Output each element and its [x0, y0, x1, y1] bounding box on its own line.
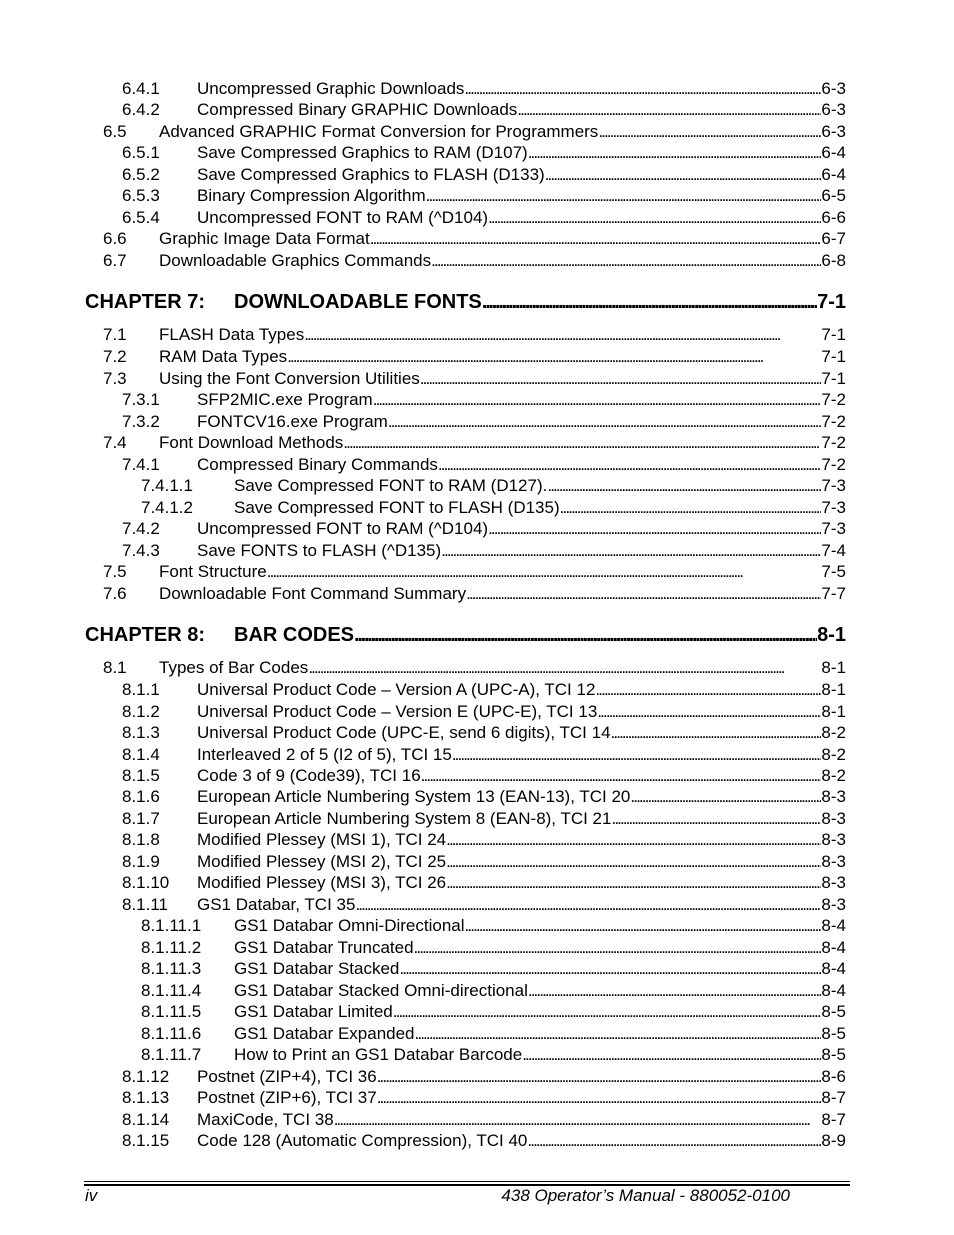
dot-leader — [452, 744, 822, 766]
dot-leader — [611, 722, 822, 744]
dot-leader — [438, 454, 822, 476]
toc-entry-title: Using the Font Conversion Utilities — [159, 369, 420, 388]
dot-leader — [334, 1109, 822, 1131]
toc-entry-page: 8-3 — [821, 873, 846, 892]
toc-entry[interactable] — [0, 980, 846, 1002]
toc-entry[interactable] — [0, 250, 846, 272]
toc-entry[interactable] — [0, 679, 846, 701]
toc-entry-number: 8.1.11.6 — [141, 1024, 202, 1043]
toc-entry-title: MaxiCode, TCI 38 — [197, 1110, 334, 1129]
toc-entry-number: 8.1.3 — [122, 723, 160, 742]
toc-entry-page: 8-3 — [821, 895, 846, 914]
dot-leader — [399, 958, 821, 980]
toc-entry-title: GS1 Databar, TCI 35 — [197, 895, 356, 914]
toc-entry-title: Save FONTS to FLASH (^D135) — [197, 541, 442, 560]
dot-leader — [446, 851, 821, 873]
toc-entry-title: How to Print an GS1 Databar Barcode — [234, 1045, 523, 1064]
toc-entry-title: Postnet (ZIP+4), TCI 36 — [197, 1067, 377, 1086]
toc-entry-number: 8.1.13 — [122, 1088, 170, 1107]
toc-entry-title: Save Compressed Graphics to FLASH (D133) — [197, 165, 545, 184]
toc-chapter-entry[interactable] — [0, 621, 846, 649]
toc-entry[interactable] — [0, 722, 846, 744]
toc-entry-number: 7.4.1.2 — [141, 498, 193, 517]
toc-entry-title: European Article Numbering System 13 (EAN-13), TCI 20 — [197, 787, 631, 806]
dot-leader — [287, 346, 821, 368]
toc-entry[interactable] — [0, 1130, 846, 1152]
dot-leader — [308, 657, 821, 679]
toc-entry-number: 8.1.11.7 — [141, 1045, 202, 1064]
toc-entry[interactable] — [0, 518, 846, 540]
dot-leader — [517, 99, 821, 121]
toc-entry-page: 6-8 — [821, 251, 846, 270]
toc-entry-number: 8.1.10 — [122, 873, 170, 892]
toc-entry-number: 8.1.6 — [122, 787, 160, 806]
toc-entry[interactable] — [0, 872, 846, 894]
toc-entry[interactable] — [0, 540, 846, 562]
toc-entry-title: GS1 Databar Expanded — [234, 1024, 415, 1043]
toc-entry-page: 7-1 — [821, 369, 846, 388]
toc-entry[interactable] — [0, 389, 846, 411]
toc-entry[interactable] — [0, 324, 846, 346]
dot-leader — [595, 679, 821, 701]
toc-entry-page: 8-1 — [821, 702, 846, 721]
dot-leader — [370, 228, 822, 250]
toc-entry-page: 7-7 — [821, 584, 846, 603]
toc-entry-title: BAR CODES — [234, 621, 354, 649]
toc-entry[interactable] — [0, 142, 846, 164]
toc-entry-page: 7-3 — [821, 498, 846, 517]
toc-entry-page: 6-5 — [821, 186, 846, 205]
dot-leader — [415, 1023, 822, 1045]
toc-entry-title: Modified Plessey (MSI 2), TCI 25 — [197, 852, 447, 871]
toc-entry-number: 8.1.11 — [122, 895, 169, 914]
toc-entry[interactable] — [0, 1066, 846, 1088]
toc-chapter-entry[interactable] — [0, 288, 846, 316]
dot-leader — [388, 411, 822, 433]
toc-entry[interactable] — [0, 497, 846, 519]
toc-entry-number: 8.1.1 — [122, 680, 160, 699]
footer-page-number: iv — [85, 1186, 98, 1205]
toc-entry-page: 8-5 — [821, 1024, 846, 1043]
toc-entry-page: 8-4 — [821, 938, 846, 957]
toc-entry-number: 8.1.9 — [122, 852, 160, 871]
toc-entry-page: 8-4 — [821, 981, 846, 1000]
toc-entry-title: FONTCV16.exe Program — [197, 412, 388, 431]
toc-entry-page: 6-3 — [821, 122, 846, 141]
footer-rule — [84, 1181, 850, 1182]
toc-entry-title: GS1 Databar Limited — [234, 1002, 393, 1021]
toc-entry-page: 8-3 — [821, 787, 846, 806]
toc-entry-number: 8.1.11.3 — [141, 959, 202, 978]
toc-entry[interactable] — [0, 786, 846, 808]
toc-entry[interactable] — [0, 915, 846, 937]
toc-entry-number: 7.4.2 — [122, 519, 160, 538]
toc-entry-page: 8-9 — [821, 1131, 846, 1150]
toc-entry[interactable] — [0, 808, 846, 830]
toc-entry[interactable] — [0, 432, 846, 454]
dot-leader — [611, 808, 821, 830]
toc-entry-page: 8-4 — [821, 916, 846, 935]
toc-entry-page: 8-4 — [821, 959, 846, 978]
toc-entry-number: 6.5 — [103, 122, 127, 141]
toc-entry-title: Binary Compression Algorithm — [197, 186, 426, 205]
toc-entry-number: 8.1.15 — [122, 1131, 170, 1150]
toc-entry-page: 8-6 — [821, 1067, 846, 1086]
toc-entry-title: GS1 Databar Stacked — [234, 959, 400, 978]
dot-leader — [488, 207, 821, 229]
footer-manual-title: 438 Operator’s Manual - 880052-0100 — [501, 1186, 790, 1205]
toc-entry-number: 7.4.1 — [122, 455, 160, 474]
toc-entry-number: 6.4.2 — [122, 100, 160, 119]
toc-entry-page: 8-3 — [821, 830, 846, 849]
toc-entry[interactable] — [0, 701, 846, 723]
dot-leader — [528, 142, 822, 164]
toc-entry-number: 6.4.1 — [122, 79, 160, 98]
toc-entry-title: Interleaved 2 of 5 (I2 of 5), TCI 15 — [197, 745, 452, 764]
toc-entry-page: 7-1 — [821, 347, 846, 366]
dot-leader — [355, 894, 821, 916]
toc-entry-number: 8.1.14 — [122, 1110, 170, 1129]
toc-entry-page: 7-2 — [821, 390, 846, 409]
toc-entry-number: 7.4.3 — [122, 541, 160, 560]
toc-entry[interactable] — [0, 475, 846, 497]
toc-entry-page: 6-3 — [821, 79, 846, 98]
dot-leader — [420, 368, 822, 390]
dot-leader — [304, 324, 821, 346]
dot-leader — [547, 475, 821, 497]
toc-entry-page: 6-7 — [821, 229, 846, 248]
dot-leader — [527, 1130, 821, 1152]
toc-entry-number: CHAPTER 8: — [85, 624, 206, 646]
toc-entry-number: 7.4 — [103, 433, 127, 452]
toc-entry[interactable] — [0, 368, 846, 390]
toc-entry-number: 6.7 — [103, 251, 127, 270]
toc-entry[interactable] — [0, 851, 846, 873]
toc-entry-number: CHAPTER 7: — [85, 291, 206, 313]
toc-entry[interactable] — [0, 185, 846, 207]
toc-entry-number: 6.5.1 — [122, 143, 160, 162]
toc-entry-page: 8-5 — [821, 1045, 846, 1064]
toc-entry-title: Save Compressed FONT to RAM (D127). — [234, 476, 548, 495]
dot-leader — [414, 937, 822, 959]
toc-entry-title: Types of Bar Codes — [159, 658, 309, 677]
toc-entry-title: SFP2MIC.exe Program — [197, 390, 373, 409]
toc-entry-page: 8-1 — [821, 680, 846, 699]
toc-entry-title: Code 3 of 9 (Code39), TCI 16 — [197, 766, 421, 785]
toc-entry-title: RAM Data Types — [159, 347, 288, 366]
toc-entry[interactable] — [0, 121, 846, 143]
dot-leader — [466, 583, 821, 605]
toc-entry-title: Modified Plessey (MSI 3), TCI 26 — [197, 873, 447, 892]
toc-entry-page: 8-1 — [821, 658, 846, 677]
toc-entry-page: 7-2 — [821, 455, 846, 474]
dot-leader — [465, 915, 822, 937]
toc-entry-page: 7-1 — [821, 325, 846, 344]
toc-entry-number: 7.3.1 — [122, 390, 160, 409]
dot-leader — [597, 701, 821, 723]
toc-entry-page: 8-7 — [821, 1110, 846, 1129]
toc-entry-number: 8.1 — [103, 658, 127, 677]
toc-entry[interactable] — [0, 765, 846, 787]
toc-entry-title: Modified Plessey (MSI 1), TCI 24 — [197, 830, 447, 849]
toc-entry-page: 6-4 — [821, 165, 846, 184]
toc-entry-number: 7.1 — [103, 325, 127, 344]
dot-leader — [528, 980, 822, 1002]
toc-entry[interactable] — [0, 958, 846, 980]
dot-leader — [421, 765, 822, 787]
toc-entry[interactable] — [0, 1109, 846, 1131]
toc-entry[interactable] — [0, 454, 846, 476]
toc-entry-number: 7.3.2 — [122, 412, 160, 431]
toc-entry-title: Code 128 (Automatic Compression), TCI 40 — [197, 1131, 528, 1150]
toc-entry-page: 7-4 — [821, 541, 846, 560]
toc-entry-number: 7.3 — [103, 369, 127, 388]
toc-entry-title: European Article Numbering System 8 (EAN-8), TCI 21 — [197, 809, 612, 828]
toc-entry[interactable] — [0, 207, 846, 229]
toc-entry-title: Downloadable Graphics Commands — [159, 251, 432, 270]
toc-entry[interactable] — [0, 561, 846, 583]
toc-entry-title: Uncompressed FONT to RAM (^D104) — [197, 519, 489, 538]
toc-entry-number: 6.5.4 — [122, 208, 160, 227]
dot-leader — [598, 121, 821, 143]
toc-entry-title: Compressed Binary GRAPHIC Downloads — [197, 100, 518, 119]
dot-leader — [354, 621, 817, 649]
toc-entry-title: GS1 Databar Truncated — [234, 938, 414, 957]
toc-entry-title: Font Download Methods — [159, 433, 344, 452]
toc-entry-title: Universal Product Code – Version E (UPC-E), TCI 13 — [197, 702, 598, 721]
toc-entry-number: 6.5.3 — [122, 186, 160, 205]
dot-leader — [488, 518, 821, 540]
toc-entry[interactable] — [0, 164, 846, 186]
toc-entry-page: 7-5 — [821, 562, 846, 581]
toc-entry-page: 6-4 — [821, 143, 846, 162]
toc-entry[interactable] — [0, 1001, 846, 1023]
toc-entry-page: 7-2 — [821, 412, 846, 431]
toc-entry[interactable] — [0, 583, 846, 605]
toc-entry[interactable] — [0, 99, 846, 121]
toc-entry-page: 8-2 — [821, 766, 846, 785]
toc-entry-page: 8-3 — [821, 852, 846, 871]
toc-entry[interactable] — [0, 744, 846, 766]
toc-entry-title: Postnet (ZIP+6), TCI 37 — [197, 1088, 377, 1107]
toc-entry-title: DOWNLOADABLE FONTS — [234, 288, 482, 316]
toc-entry-number: 7.6 — [103, 584, 127, 603]
toc-entry-number: 8.1.11.5 — [141, 1002, 202, 1021]
toc-entry[interactable] — [0, 1023, 846, 1045]
toc-entry[interactable] — [0, 346, 846, 368]
toc-entry-title: FLASH Data Types — [159, 325, 305, 344]
toc-entry[interactable] — [0, 1087, 846, 1109]
toc-entry-title: Graphic Image Data Format — [159, 229, 370, 248]
dot-leader — [522, 1044, 821, 1066]
dot-leader — [267, 561, 822, 583]
dot-leader — [560, 497, 822, 519]
toc-entry-title: Uncompressed Graphic Downloads — [197, 79, 465, 98]
dot-leader — [377, 1066, 822, 1088]
dot-leader — [441, 540, 821, 562]
toc-entry-number: 8.1.11.4 — [141, 981, 202, 1000]
toc-entry-page: 8-5 — [821, 1002, 846, 1021]
toc-entry-number: 8.1.2 — [122, 702, 160, 721]
toc-entry-page: 6-3 — [821, 100, 846, 119]
toc-entry-title: Save Compressed Graphics to RAM (D107) — [197, 143, 528, 162]
toc-entry[interactable] — [0, 894, 846, 916]
toc-entry-page: 7-1 — [817, 291, 846, 313]
dot-leader — [545, 164, 822, 186]
dot-leader — [377, 1087, 822, 1109]
toc-entry-title: GS1 Databar Omni-Directional — [234, 916, 465, 935]
toc-entry-number: 8.1.11.2 — [141, 938, 202, 957]
dot-leader — [393, 1001, 822, 1023]
toc-entry-title: Downloadable Font Command Summary — [159, 584, 467, 603]
toc-entry-page: 6-6 — [821, 208, 846, 227]
toc-entry-title: Universal Product Code – Version A (UPC-A), TCI 12 — [197, 680, 596, 699]
dot-leader — [426, 185, 822, 207]
toc-entry-title: Universal Product Code (UPC-E, send 6 digits), TCI 14 — [197, 723, 611, 742]
toc-entry[interactable] — [0, 937, 846, 959]
toc-entry[interactable] — [0, 829, 846, 851]
toc-entry-number: 7.2 — [103, 347, 127, 366]
toc-entry-title: Uncompressed FONT to RAM (^D104) — [197, 208, 489, 227]
toc-entry-page: 7-2 — [821, 433, 846, 452]
toc-entry-page: 7-3 — [821, 476, 846, 495]
dot-leader — [373, 389, 822, 411]
toc-entry-number: 8.1.5 — [122, 766, 160, 785]
dot-leader — [630, 786, 821, 808]
toc-entry[interactable] — [0, 1044, 846, 1066]
toc-entry-number: 6.6 — [103, 229, 127, 248]
toc-entry-page: 8-1 — [817, 624, 846, 646]
toc-entry[interactable] — [0, 657, 846, 679]
toc-entry-number: 7.5 — [103, 562, 127, 581]
toc-entry-title: Font Structure — [159, 562, 267, 581]
toc-entry-title: GS1 Databar Stacked Omni-directional — [234, 981, 528, 1000]
toc-entry-title: Compressed Binary Commands — [197, 455, 438, 474]
dot-leader — [343, 432, 821, 454]
toc-entry-number: 8.1.4 — [122, 745, 160, 764]
dot-leader — [431, 250, 821, 272]
dot-leader — [482, 288, 817, 316]
toc-entry-number: 8.1.7 — [122, 809, 160, 828]
toc-entry-page: 8-2 — [821, 723, 846, 742]
toc-entry-number: 6.5.2 — [122, 165, 160, 184]
toc-entry-number: 8.1.12 — [122, 1067, 170, 1086]
toc-entry-page: 7-3 — [821, 519, 846, 538]
toc-entry-title: Advanced GRAPHIC Format Conversion for Programmers — [159, 122, 599, 141]
toc-entry-title: Save Compressed FONT to FLASH (D135) — [234, 498, 560, 517]
toc-entry[interactable] — [0, 78, 846, 100]
toc-entry-page: 8-2 — [821, 745, 846, 764]
toc-entry-page: 8-7 — [821, 1088, 846, 1107]
toc-entry-number: 8.1.8 — [122, 830, 160, 849]
toc-entry[interactable] — [0, 411, 846, 433]
toc-entry-number: 8.1.11.1 — [141, 916, 202, 935]
dot-leader — [446, 829, 821, 851]
dot-leader — [446, 872, 821, 894]
toc-entry-number: 7.4.1.1 — [141, 476, 193, 495]
toc-entry-page: 8-3 — [821, 809, 846, 828]
dot-leader — [464, 78, 821, 100]
toc-entry[interactable] — [0, 228, 846, 250]
